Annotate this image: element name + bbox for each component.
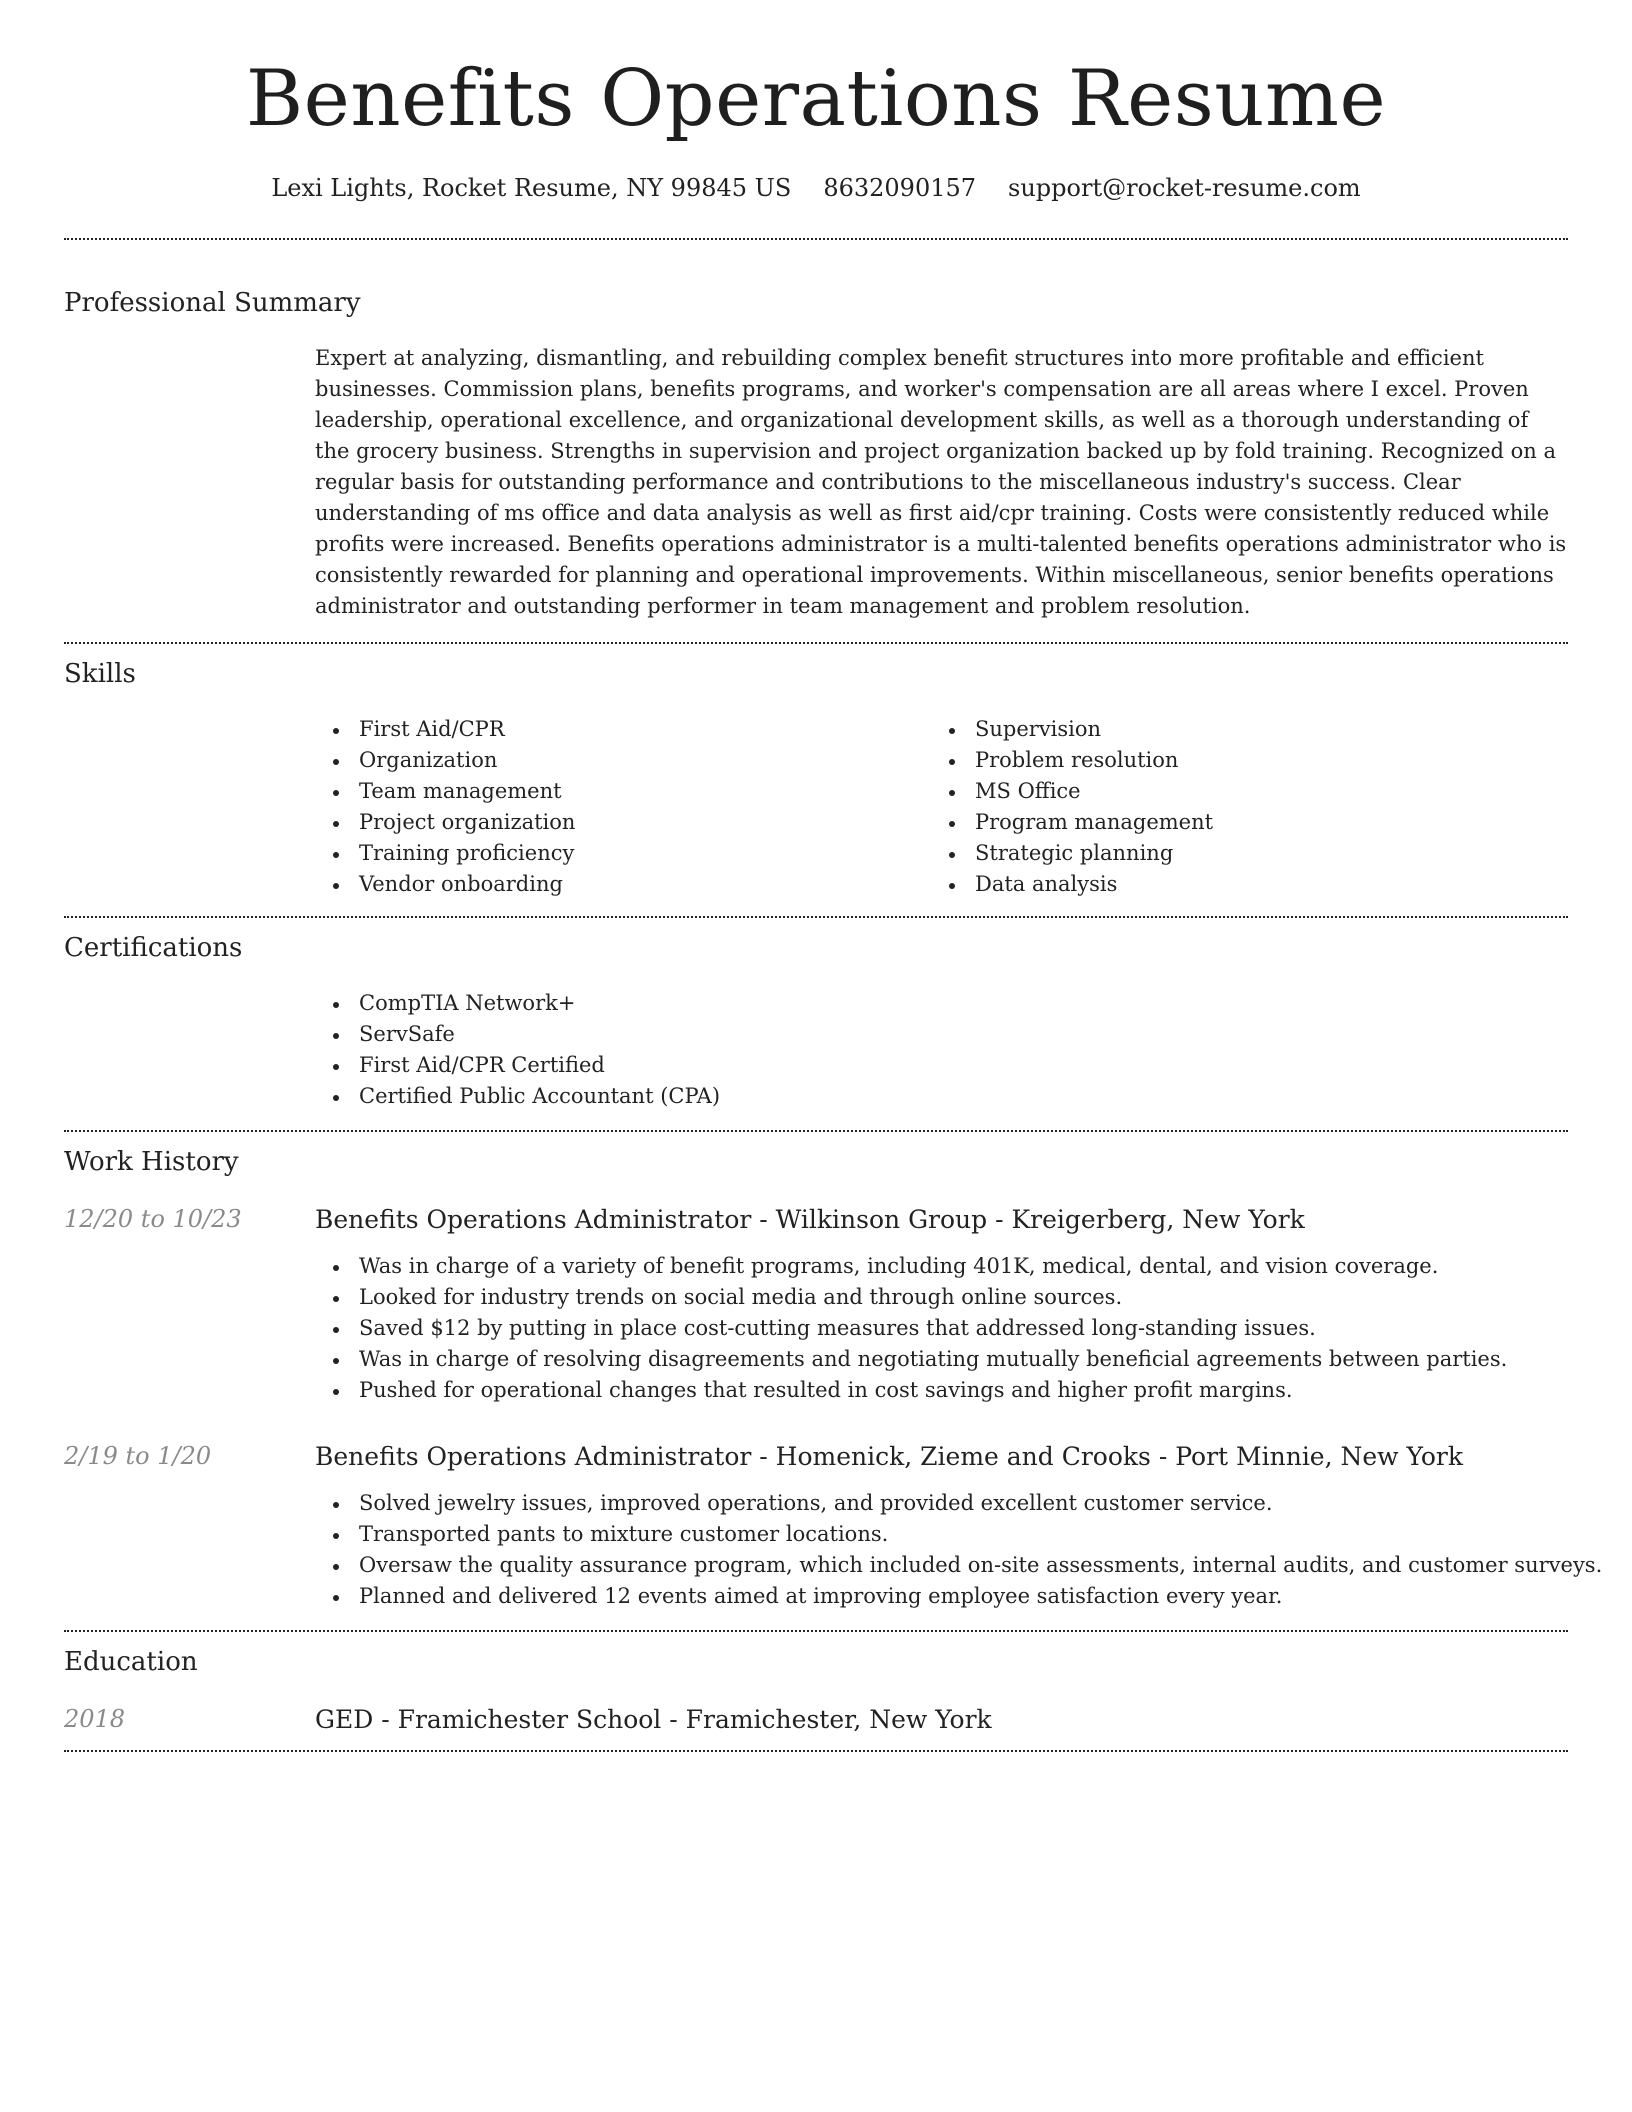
skill-item: Project organization: [315, 807, 931, 838]
job-bullets: [315, 1488, 1603, 1612]
job-date: 12/20 to 10/23: [64, 1205, 242, 1233]
contact-line: [64, 174, 1568, 202]
job-bullet: Saved $12 by putting in place cost-cutting measures that addressed long-standing issues.: [315, 1313, 1568, 1344]
job-bullet: Pushed for operational changes that resulted in cost savings and higher profit margins.: [315, 1375, 1568, 1406]
certification-item: ServSafe: [315, 1019, 1568, 1050]
job-bullet: Oversaw the quality assurance program, which included on-site assessments, internal audits, and customer surveys.: [315, 1550, 1568, 1581]
contact-email: support@rocket-resume.com: [1008, 174, 1361, 202]
job-entry: [64, 1207, 1568, 1406]
certifications-heading: Certifications: [64, 933, 243, 963]
job-bullet: Looked for industry trends on social media and through online sources.: [315, 1282, 1568, 1313]
work-history-section: [64, 1147, 1603, 1612]
skill-item: Team management: [315, 776, 931, 807]
skills-list-left: [315, 714, 931, 900]
certification-item: Certified Public Accountant (CPA): [315, 1081, 1568, 1112]
job-bullet: Was in charge of a variety of benefit programs, including 401K, medical, dental, and vision coverage.: [315, 1251, 1568, 1282]
divider: [64, 1130, 1568, 1132]
contact-address: Lexi Lights, Rocket Resume, NY 99845 US: [271, 174, 792, 202]
resume-title: Benefits Operations Resume: [245, 54, 1387, 144]
education-section: [64, 1649, 1568, 1732]
skill-item: Strategic planning: [931, 838, 1547, 869]
job-bullet: Was in charge of resolving disagreements and negotiating mutually beneficial agreements between parties.: [315, 1344, 1568, 1375]
skill-item: Organization: [315, 745, 931, 776]
divider: [64, 642, 1568, 644]
job-bullet: Planned and delivered 12 events aimed at improving employee satisfaction every year.: [315, 1581, 1568, 1612]
skill-item: First Aid/CPR: [315, 714, 931, 745]
skill-item: Training proficiency: [315, 838, 931, 869]
skill-item: Problem resolution: [931, 745, 1547, 776]
certifications-section: [64, 935, 1568, 1112]
work-history-heading: Work History: [64, 1147, 239, 1177]
summary-section: [64, 290, 1568, 622]
skill-item: Data analysis: [931, 869, 1547, 900]
contact-phone: 8632090157: [823, 174, 977, 202]
divider: [64, 238, 1568, 240]
job-title: Benefits Operations Administrator - Homenick, Zieme and Crooks - Port Minnie, New York: [315, 1442, 1463, 1471]
job-bullets: [315, 1251, 1568, 1406]
skills-list-right: [931, 714, 1547, 900]
divider: [64, 916, 1568, 918]
summary-heading: Professional Summary: [64, 288, 361, 318]
skill-item: Vendor onboarding: [315, 869, 931, 900]
skill-item: MS Office: [931, 776, 1547, 807]
certifications-list: [315, 988, 1568, 1112]
skills-section: [64, 661, 1568, 900]
education-heading: Education: [64, 1647, 198, 1677]
certification-item: CompTIA Network+: [315, 988, 1568, 1019]
summary-text: Expert at analyzing, dismantling, and rebuilding complex benefit structures into more profitable and efficient businesses. Commission plans, benefits programs, and worker's compensation are all areas where I excel. Proven leadership, operational excellence, and organizational development skills, as well as a thorough understanding of the grocery business. Strengths in supervision and project organization backed up by fold training. Recognized on a regular basis for outstanding performance and contributions to the miscellaneous industry's success. Clear understanding of ms office and data analysis as well as first aid/cpr training. Costs were consistently reduced while profits were increased. Benefits operations administrator is a multi-talented benefits operations administrator who is consistently rewarded for planning and operational improvements. Within miscellaneous, senior benefits operations administrator and outstanding performer in team management and problem resolution.: [315, 346, 1567, 618]
certification-item: First Aid/CPR Certified: [315, 1050, 1568, 1081]
divider: [64, 1750, 1568, 1752]
job-title: Benefits Operations Administrator - Wilkinson Group - Kreigerberg, New York: [315, 1205, 1305, 1234]
skill-item: Supervision: [931, 714, 1547, 745]
job-bullet: Transported pants to mixture customer locations.: [315, 1519, 1568, 1550]
education-title: GED - Framichester School - Framichester, New York: [315, 1705, 992, 1734]
education-date: 2018: [64, 1705, 126, 1733]
skills-heading: Skills: [64, 659, 136, 689]
job-bullet: Solved jewelry issues, improved operations, and provided excellent customer service.: [315, 1488, 1568, 1519]
job-date: 2/19 to 1/20: [64, 1442, 212, 1470]
job-entry: [64, 1442, 1603, 1612]
education-entry: [64, 1707, 1568, 1732]
divider: [64, 1630, 1568, 1632]
skill-item: Program management: [931, 807, 1547, 838]
